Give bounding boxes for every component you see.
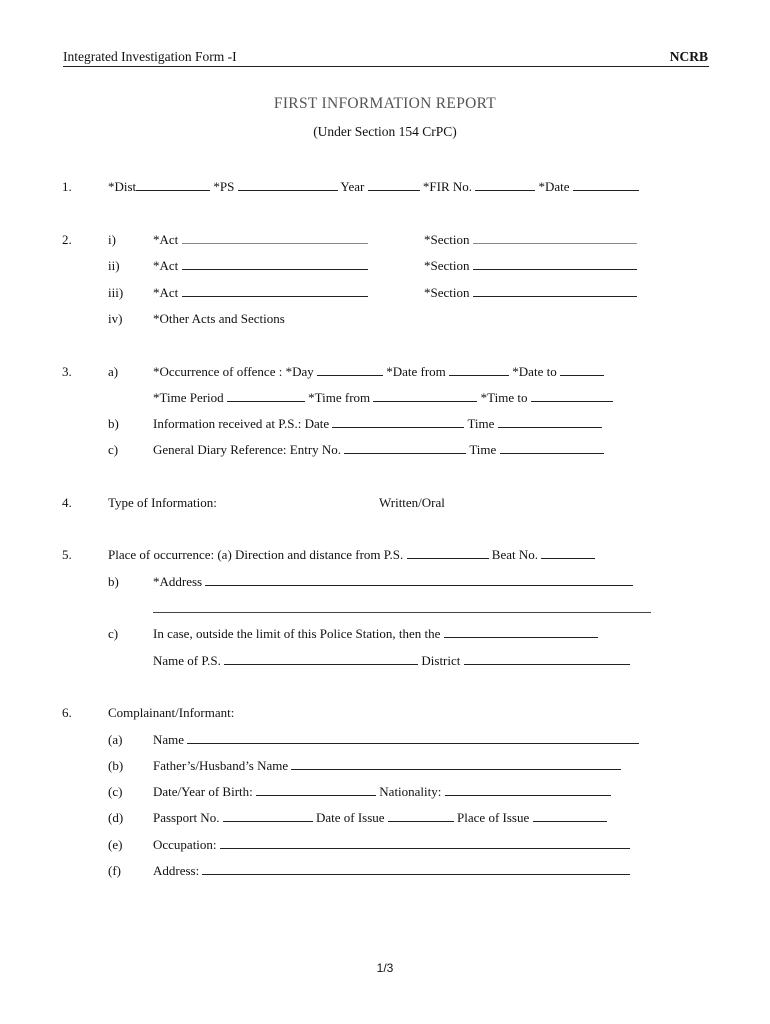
item-2-number: 2. (62, 232, 72, 247)
act-row-iii (153, 285, 368, 301)
item-3a-label: a) (108, 364, 119, 379)
name-field[interactable] (187, 732, 639, 744)
dob-row (153, 784, 611, 800)
general-diary-row (153, 442, 604, 458)
complainant-address-label: Address: (153, 863, 200, 878)
entry-no-field[interactable] (344, 442, 466, 454)
info-time-field[interactable] (498, 416, 602, 428)
place-of-issue-label: Place of Issue (457, 810, 530, 825)
occupation-field[interactable] (220, 837, 630, 849)
info-time-label: Time (467, 416, 495, 431)
form-header-title: Integrated Investigation Form -I (63, 49, 237, 64)
act-row-ii-number: ii) (108, 258, 120, 273)
item-6f-label: (f) (108, 863, 121, 878)
date-from-field[interactable] (449, 364, 509, 376)
item-6e-label: (e) (108, 837, 123, 852)
outside-limit-label: In case, outside the limit of this Police Station, then the (153, 626, 441, 641)
address-field[interactable] (205, 574, 633, 586)
item-5b-label: b) (108, 574, 119, 589)
date-of-issue-label: Date of Issue (315, 810, 385, 825)
act-row-ii (153, 258, 368, 274)
date-field[interactable] (573, 179, 639, 191)
time-period-field[interactable] (227, 390, 305, 402)
direction-distance-field[interactable] (407, 547, 489, 559)
place-label: Place of occurrence: (a) Direction and distance from P.S. (108, 547, 404, 562)
info-received-label: Information received at P.S.: Date (153, 416, 330, 431)
act-row-i-number: i) (108, 232, 116, 247)
name-ps-field[interactable] (224, 653, 418, 665)
dist-label: *Dist (108, 179, 137, 194)
occupation-row (153, 837, 630, 853)
section-field-ii[interactable] (473, 258, 637, 270)
item-1-number: 1. (62, 179, 72, 194)
other-acts-label: *Other Acts and Sections (153, 311, 285, 326)
address-field-line-2[interactable] (153, 612, 651, 613)
year-label: Year (340, 179, 365, 194)
item-1-row (108, 179, 639, 195)
occurrence-day-label: *Occurrence of offence : *Day (153, 364, 314, 379)
name-ps-label: Name of P.S. (153, 653, 221, 668)
time-from-field[interactable] (373, 390, 477, 402)
name-row (153, 732, 639, 748)
section-field-iii[interactable] (473, 285, 637, 297)
ps-label: *PS (213, 179, 235, 194)
ps-field[interactable] (238, 179, 338, 191)
time-to-field[interactable] (531, 390, 613, 402)
act-field-ii[interactable] (182, 258, 368, 270)
name-label: Name (153, 732, 185, 747)
act-row-i (153, 232, 368, 248)
info-date-field[interactable] (332, 416, 464, 428)
nationality-field[interactable] (445, 784, 611, 796)
section-label: *Section (424, 285, 470, 300)
item-6c-label: (c) (108, 784, 123, 799)
section-field-i[interactable] (473, 232, 637, 244)
passport-label: Passport No. (153, 810, 220, 825)
year-field[interactable] (368, 179, 420, 191)
date-to-label: *Date to (512, 364, 557, 379)
time-from-label: *Time from (308, 390, 371, 405)
date-label: *Date (538, 179, 570, 194)
occurrence-row (153, 364, 604, 380)
nationality-label: Nationality: (379, 784, 442, 799)
act-label: *Act (153, 285, 179, 300)
section-row-iii (424, 285, 637, 301)
act-row-iii-number: iii) (108, 285, 124, 300)
section-label: *Section (424, 232, 470, 247)
page-number: 1/3 (376, 961, 394, 975)
type-of-info-value: Written/Oral (379, 495, 445, 510)
act-field-iii[interactable] (182, 285, 368, 297)
item-3c-label: c) (108, 442, 119, 457)
father-name-field[interactable] (291, 758, 621, 770)
item-5c-label: c) (108, 626, 119, 641)
time-to-label: *Time to (480, 390, 528, 405)
dob-field[interactable] (256, 784, 376, 796)
item-5-number: 5. (62, 547, 72, 562)
gd-time-field[interactable] (500, 442, 604, 454)
date-of-issue-field[interactable] (388, 810, 454, 822)
item-3-number: 3. (62, 364, 72, 379)
place-of-issue-field[interactable] (533, 810, 607, 822)
complainant-address-row (153, 863, 630, 879)
general-diary-label: General Diary Reference: Entry No. (153, 442, 342, 457)
complainant-label: Complainant/Informant: (108, 705, 235, 720)
dist-field[interactable] (136, 179, 210, 191)
report-title: FIRST INFORMATION REPORT (273, 95, 497, 112)
fir-field[interactable] (475, 179, 535, 191)
district-label: District (421, 653, 461, 668)
type-of-info-label: Type of Information: (108, 495, 217, 510)
passport-field[interactable] (223, 810, 313, 822)
gd-time-label: Time (469, 442, 497, 457)
time-period-row (153, 390, 613, 406)
header-divider (63, 66, 709, 67)
report-subtitle: (Under Section 154 CrPC) (313, 124, 457, 139)
act-field-i[interactable] (182, 232, 368, 244)
fir-label: *FIR No. (422, 179, 473, 194)
act-row-iv-number: iv) (108, 311, 123, 326)
address-label: *Address (153, 574, 203, 589)
item-6-number: 6. (62, 705, 72, 720)
act-label: *Act (153, 232, 179, 247)
info-received-row (153, 416, 602, 432)
passport-row (153, 810, 607, 826)
father-name-label: Father’s/Husband’s Name (153, 758, 289, 773)
complainant-address-field[interactable] (202, 863, 630, 875)
occupation-label: Occupation: (153, 837, 217, 852)
outside-limit-row (153, 626, 598, 642)
outside-limit-field[interactable] (444, 626, 598, 638)
ncrb-label: NCRB (669, 49, 708, 64)
date-from-label: *Date from (386, 364, 446, 379)
act-label: *Act (153, 258, 179, 273)
item-6d-label: (d) (108, 810, 124, 825)
other-ps-row (153, 653, 630, 669)
section-row-ii (424, 258, 637, 274)
day-field[interactable] (317, 364, 383, 376)
address-row (153, 574, 633, 590)
dob-label: Date/Year of Birth: (153, 784, 253, 799)
item-6a-label: (a) (108, 732, 123, 747)
item-4-number: 4. (62, 495, 72, 510)
date-to-field[interactable] (560, 364, 604, 376)
section-row-i (424, 232, 637, 248)
item-6b-label: (b) (108, 758, 124, 773)
district-field[interactable] (464, 653, 630, 665)
beat-label: Beat No. (491, 547, 538, 562)
time-period-label: *Time Period (153, 390, 224, 405)
beat-field[interactable] (541, 547, 595, 559)
section-label: *Section (424, 258, 470, 273)
father-name-row (153, 758, 621, 774)
place-row (108, 547, 595, 563)
item-3b-label: b) (108, 416, 119, 431)
